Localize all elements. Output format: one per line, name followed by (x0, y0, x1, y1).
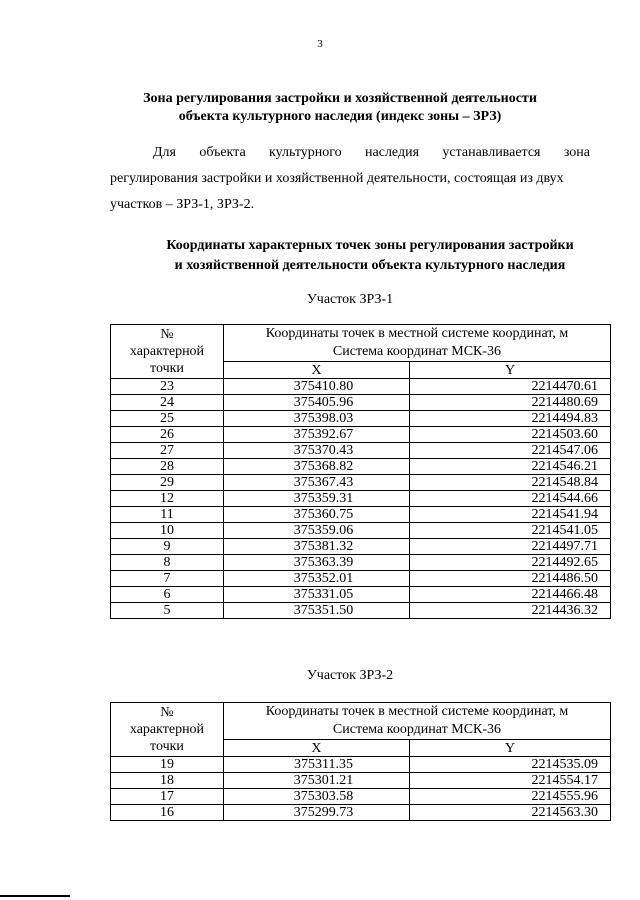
header-num-line-3: точки (150, 739, 184, 754)
coordinates-title-line-1: Координаты характерных точек зоны регулирования застройки (166, 238, 574, 253)
point-number-cell: 25 (111, 411, 224, 427)
coordinates-title (130, 236, 610, 276)
point-number-cell: 5 (111, 603, 224, 619)
header-x: X (223, 362, 409, 379)
point-number-cell: 8 (111, 555, 224, 571)
point-number-cell: 24 (111, 395, 224, 411)
table-row (111, 379, 611, 395)
point-number-cell: 18 (111, 773, 224, 789)
y-coordinate-cell: 2214497.71 (410, 539, 611, 555)
y-coordinate-cell: 2214563.30 (410, 805, 611, 821)
header-coordinate-system (223, 703, 610, 740)
table-row (111, 603, 611, 619)
y-coordinate-cell: 2214494.83 (410, 411, 611, 427)
y-coordinate-cell: 2214555.96 (410, 789, 611, 805)
table-row (111, 395, 611, 411)
y-coordinate-cell: 2214466.48 (410, 587, 611, 603)
table-body-zrz-2 (111, 757, 611, 821)
table-row (111, 411, 611, 427)
point-number-cell: 29 (111, 475, 224, 491)
y-coordinate-cell: 2214486.50 (410, 571, 611, 587)
x-coordinate-cell: 375368.82 (223, 459, 409, 475)
y-coordinate-cell: 2214544.66 (410, 491, 611, 507)
x-coordinate-cell: 375301.21 (223, 773, 409, 789)
point-number-cell: 16 (111, 805, 224, 821)
point-number-cell: 9 (111, 539, 224, 555)
table-row (111, 805, 611, 821)
paragraph-line-1: Для объекта культурного наследия устанавливается зона (153, 145, 590, 160)
bottom-divider (0, 895, 70, 897)
header-num-line-2: характерной (129, 344, 205, 359)
table-body-zrz-1 (111, 379, 611, 619)
point-number-cell: 12 (111, 491, 224, 507)
y-coordinate-cell: 2214541.05 (410, 523, 611, 539)
paragraph-line-2: регулирования застройки и хозяйственной деятельности, состоящая из двух (110, 171, 564, 186)
section-label-zrz-1: Участок ЗРЗ-1 (306, 292, 394, 307)
header-x: X (223, 740, 409, 757)
y-coordinate-cell: 2214535.09 (410, 757, 611, 773)
zone-title-line-1: Зона регулирования застройки и хозяйственной деятельности (143, 91, 537, 106)
point-number-cell: 6 (111, 587, 224, 603)
point-number-cell: 19 (111, 757, 224, 773)
y-coordinate-cell: 2214480.69 (410, 395, 611, 411)
header-num-line-2: характерной (129, 722, 205, 737)
paragraph-line-3: участков – ЗРЗ-1, ЗРЗ-2. (110, 197, 255, 212)
x-coordinate-cell: 375303.58 (223, 789, 409, 805)
point-number-cell: 23 (111, 379, 224, 395)
x-coordinate-cell: 375351.50 (223, 603, 409, 619)
point-number-cell: 28 (111, 459, 224, 475)
zone-title (120, 90, 560, 126)
table-row (111, 443, 611, 459)
point-number-cell: 26 (111, 427, 224, 443)
x-coordinate-cell: 375370.43 (223, 443, 409, 459)
x-coordinate-cell: 375398.03 (223, 411, 409, 427)
coordinates-table-zrz-1 (110, 324, 611, 619)
point-number-cell: 7 (111, 571, 224, 587)
header-num-line-1: № (160, 705, 174, 720)
x-coordinate-cell: 375311.35 (223, 757, 409, 773)
header-system-line-2: Система координат МСК-36 (332, 722, 502, 737)
page-number: 3 (317, 38, 323, 50)
x-coordinate-cell: 375360.75 (223, 507, 409, 523)
table-row (111, 757, 611, 773)
x-coordinate-cell: 375299.73 (223, 805, 409, 821)
y-coordinate-cell: 2214547.06 (410, 443, 611, 459)
header-system-line-1: Координаты точек в местной системе координат, м (265, 704, 569, 719)
table-row (111, 571, 611, 587)
table-row (111, 587, 611, 603)
table-row (111, 555, 611, 571)
x-coordinate-cell: 375352.01 (223, 571, 409, 587)
x-coordinate-cell: 375367.43 (223, 475, 409, 491)
y-coordinate-cell: 2214546.21 (410, 459, 611, 475)
table-row (111, 789, 611, 805)
table-row (111, 773, 611, 789)
zone-title-line-2: объекта культурного наследия (индекс зоны – ЗРЗ) (178, 109, 502, 124)
x-coordinate-cell: 375359.31 (223, 491, 409, 507)
header-system-line-1: Координаты точек в местной системе координат, м (265, 326, 569, 341)
table-row (111, 427, 611, 443)
table-row (111, 459, 611, 475)
point-number-cell: 27 (111, 443, 224, 459)
coordinates-title-line-2: и хозяйственной деятельности объекта культурного наследия (174, 258, 566, 273)
section-label-zrz-2: Участок ЗРЗ-2 (306, 668, 394, 683)
x-coordinate-cell: 375381.32 (223, 539, 409, 555)
point-number-cell: 11 (111, 507, 224, 523)
header-num-line-1: № (160, 327, 174, 342)
header-y: Y (410, 740, 611, 757)
header-point-number (111, 325, 224, 379)
y-coordinate-cell: 2214492.65 (410, 555, 611, 571)
y-coordinate-cell: 2214548.84 (410, 475, 611, 491)
x-coordinate-cell: 375410.80 (223, 379, 409, 395)
x-coordinate-cell: 375363.39 (223, 555, 409, 571)
y-coordinate-cell: 2214470.61 (410, 379, 611, 395)
y-coordinate-cell: 2214503.60 (410, 427, 611, 443)
y-coordinate-cell: 2214436.32 (410, 603, 611, 619)
header-y: Y (410, 362, 611, 379)
table-row (111, 507, 611, 523)
header-system-line-2: Система координат МСК-36 (332, 344, 502, 359)
x-coordinate-cell: 375405.96 (223, 395, 409, 411)
table-row (111, 491, 611, 507)
table-row (111, 523, 611, 539)
table-row (111, 475, 611, 491)
x-coordinate-cell: 375359.06 (223, 523, 409, 539)
table-row (111, 539, 611, 555)
header-point-number (111, 703, 224, 757)
y-coordinate-cell: 2214554.17 (410, 773, 611, 789)
y-coordinate-cell: 2214541.94 (410, 507, 611, 523)
x-coordinate-cell: 375392.67 (223, 427, 409, 443)
coordinates-table-zrz-2 (110, 702, 611, 821)
point-number-cell: 10 (111, 523, 224, 539)
point-number-cell: 17 (111, 789, 224, 805)
x-coordinate-cell: 375331.05 (223, 587, 409, 603)
header-coordinate-system (223, 325, 610, 362)
header-num-line-3: точки (150, 361, 184, 376)
